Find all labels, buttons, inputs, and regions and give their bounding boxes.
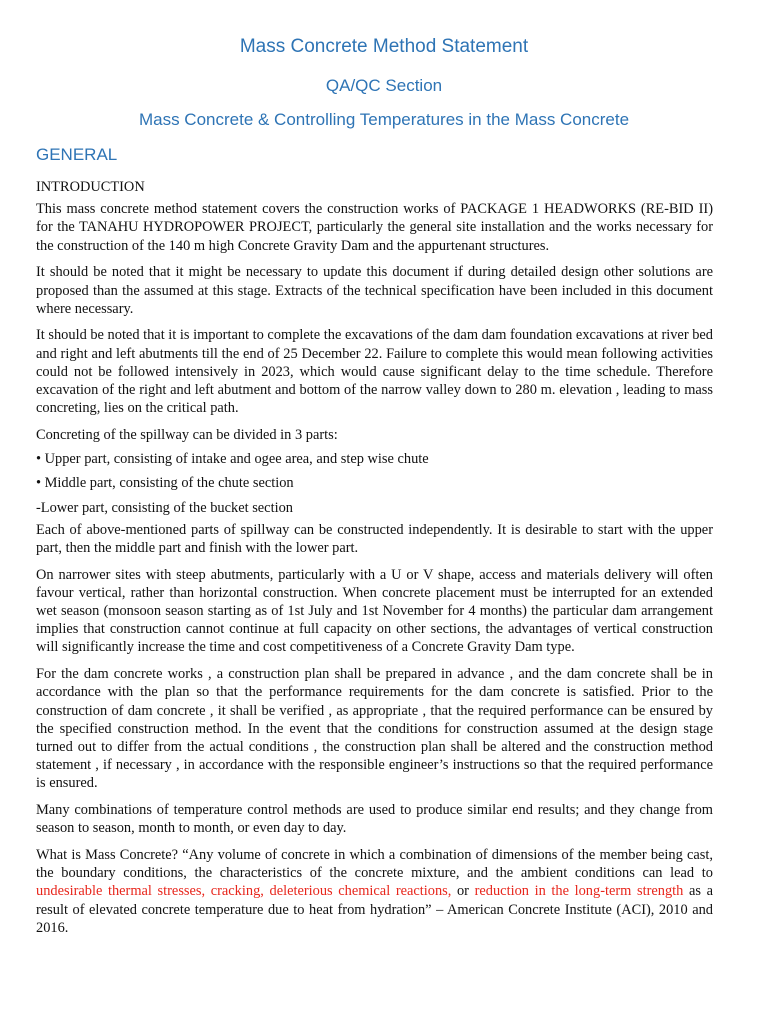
paragraph-narrow-sites: On narrower sites with steep abutments, particularly with a U or V shape, access and materials delivery will often favour vertical, rather than horizontal construction. When concrete placement must be interrupted for an extended wet season (monsoon season starting as of 1st July and 1st November for 4 months) the particular dam arrangement implies that construction cannot continue at full capacity on other sections, the advantages of vertical construction will significantly increase the time and cost competitiveness of a Concrete Gravity Dam type. (36, 566, 713, 656)
introduction-heading: INTRODUCTION (36, 179, 145, 195)
document-body (36, 178, 713, 946)
definition-text-end: as a result of elevated concrete temperature due to heat from hydration” – American Concrete Institute (ACI), 2010 and 2016. (36, 883, 713, 936)
document-title: Mass Concrete Method Statement (239, 36, 529, 57)
paragraph-excavation: It should be noted that it is important to complete the excavations of the dam dam foundation excavations at river bed and right and left abutments till the end of 25 December 22. Failure to complete this would mean following activities could not be followed intensively in 2023, which would cause significant delay to the time schedule. Therefore excavation of the right and left abutment and bottom of the narrow valley down to 280 m. elevation , leading to mass concreting, lies on the critical path. (36, 327, 713, 417)
definition-text-or: or (451, 883, 475, 900)
definition-highlight-effects: undesirable thermal stresses, cracking, deleterious chemical reactions, (36, 883, 452, 900)
paragraph-spillway-parts: Concreting of the spillway can be divided in 3 parts: (36, 426, 338, 443)
paragraph-temperature-control: Many combinations of temperature control methods are used to produce similar end results; and they change from season to season, month to month, or even day to day. (36, 802, 713, 837)
item-lower-part: -Lower part, consisting of the bucket section (36, 499, 293, 516)
paragraph-mass-concrete-definition (36, 846, 713, 937)
paragraph-spillway-sequence: Each of above-mentioned parts of spillway can be constructed independently. It is desirable to start with the upper part, then the middle part and finish with the lower part. (36, 521, 713, 556)
subject-title: Mass Concrete & Controlling Temperatures in the Mass Concrete (138, 110, 630, 129)
definition-highlight-strength: reduction in the long-term strength (474, 883, 684, 900)
bullet-middle-part: • Middle part, consisting of the chute section (36, 475, 294, 492)
paragraph-scope: This mass concrete method statement covers the construction works of PACKAGE 1 HEADWORKS (RE-BID II) for the TANAHU HYDROPOWER PROJECT, particularly the general site installation and the works necessary for the construction of the 140 m high Concrete Gravity Dam and the appurtenant structures. (36, 201, 713, 254)
section-title: QA/QC Section (325, 76, 443, 95)
paragraph-construction-plan: For the dam concrete works , a construction plan shall be prepared in advance , and the dam concrete shall be in accordance with the plan so that the performance requirements for the dam concrete is satisfied. Prior to the construction of dam concrete , it shall be verified , as appropriate , that the required performance can be ensured by the specified construction method. In the event that the conditions for construction assumed at the design stage turned out to differ from the actual conditions , the construction plan shall be altered and the construction method statement , if necessary , in accordance with the responsible engineer’s instructions so that the required performance is ensured. (36, 666, 713, 792)
paragraph-update-note: It should be noted that it might be necessary to update this document if during detailed design other solutions are proposed than the assumed at this stage. Extracts of the technical specification have been included in this document where necessary. (36, 264, 713, 317)
definition-text-start: What is Mass Concrete? “Any volume of concrete in which a combination of dimensions of the member being cast, the boundary conditions, the characteristics of the concrete mixture, and the ambient conditions can lead to (36, 847, 713, 882)
general-heading: GENERAL (36, 145, 118, 164)
bullet-upper-part: • Upper part, consisting of intake and ogee area, and step wise chute (36, 451, 429, 468)
